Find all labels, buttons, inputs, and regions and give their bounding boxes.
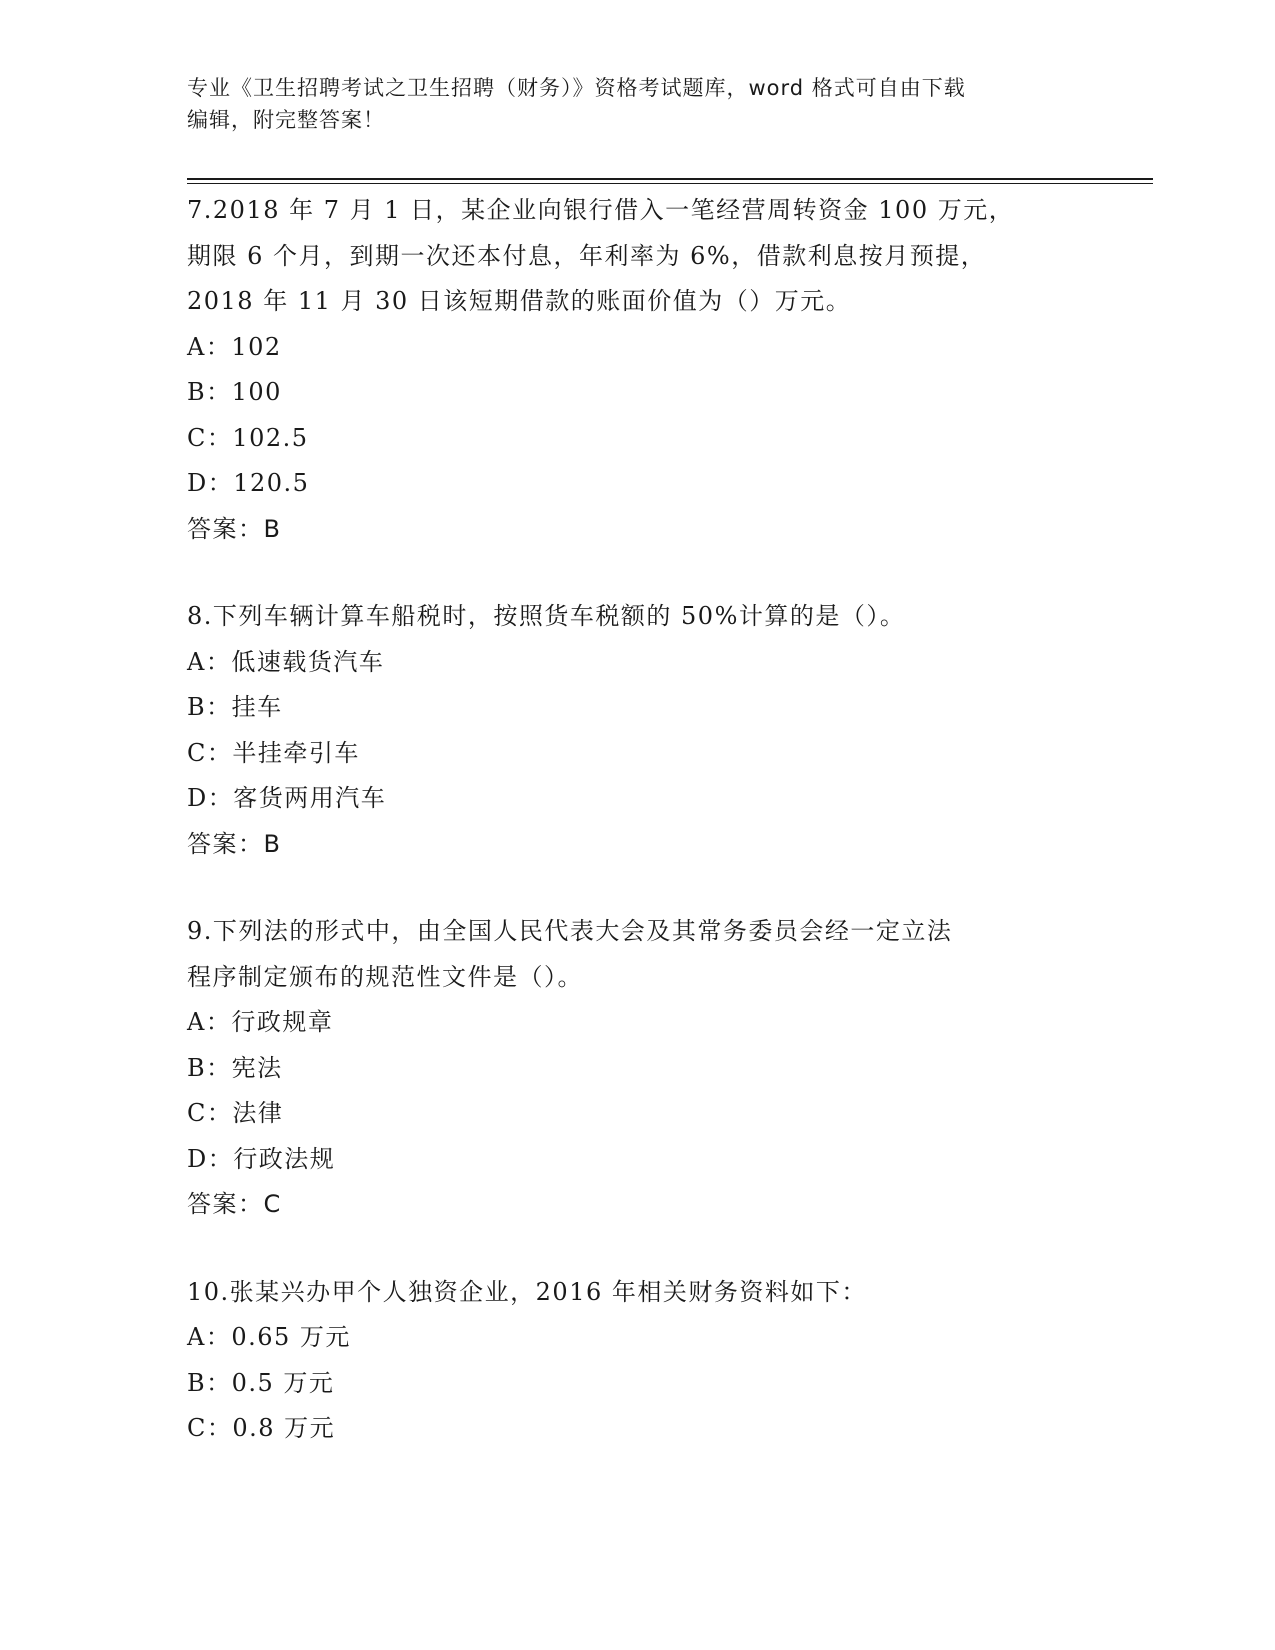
question-9 [187, 909, 1147, 1228]
question-list [187, 188, 1147, 1494]
option-d: D：客货两用汽车 [187, 784, 387, 812]
question-text: 9.下列法的形式中，由全国人民代表大会及其常务委员会经一定立法 [187, 917, 953, 945]
option-c: C：半挂牵引车 [187, 738, 360, 767]
header-line-1: 专业《卫生招聘考试之卫生招聘（财务）》资格考试题库，word 格式可自由下载 [187, 76, 966, 100]
header-divider-thin [187, 183, 1153, 184]
option-b: B：100 [187, 378, 282, 406]
question-text: 8.下列车辆计算车船税时，按照货车税额的 50%计算的是（）。 [187, 602, 906, 630]
question-text: 7.2018 年 7 月 1 日，某企业向银行借入一笔经营周转资金 100 万元， [187, 196, 1015, 224]
option-b: B：挂车 [187, 693, 283, 721]
question-text: 10.张某兴办甲个人独资企业，2016 年相关财务资料如下： [187, 1277, 867, 1306]
document-header [187, 72, 1067, 136]
option-b: B：0.5 万元 [187, 1368, 335, 1397]
answer-label: 答案：B [187, 514, 282, 543]
answer-label: 答案：B [187, 829, 282, 858]
option-c: C：102.5 [187, 423, 309, 452]
question-text: 2018 年 11 月 30 日该短期借款的账面价值为（）万元。 [187, 287, 852, 315]
option-a: A：低速载货汽车 [187, 647, 385, 676]
header-line-2: 编辑，附完整答案！ [187, 108, 385, 132]
question-7 [187, 188, 1147, 552]
header-divider-thick [187, 178, 1153, 180]
option-a: A：0.65 万元 [187, 1323, 351, 1351]
option-c: C：法律 [187, 1099, 284, 1127]
option-d: D：行政法规 [187, 1144, 336, 1173]
question-text: 期限 6 个月，到期一次还本付息，年利率为 6%，借款利息按月预提， [187, 241, 987, 270]
option-c: C：0.8 万元 [187, 1414, 336, 1442]
option-b: B：宪法 [187, 1053, 283, 1082]
option-a: A：行政规章 [187, 1008, 334, 1036]
option-d: D：120.5 [187, 469, 310, 497]
question-text: 程序制定颁布的规范性文件是（）。 [187, 962, 583, 991]
answer-label: 答案：C [187, 1190, 282, 1218]
question-8 [187, 594, 1147, 867]
question-10 [187, 1270, 1147, 1452]
option-a: A：102 [187, 332, 282, 361]
